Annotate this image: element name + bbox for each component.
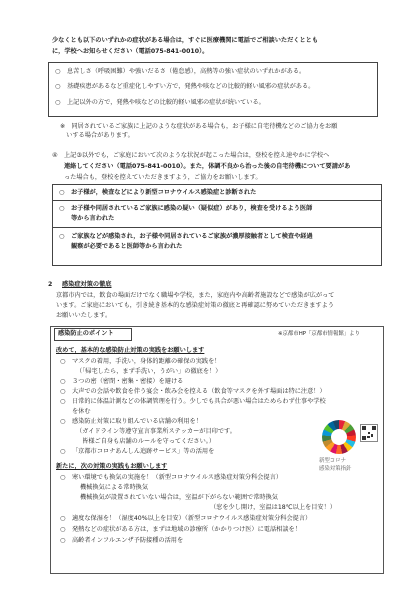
bullet-icon: ○ [60,418,66,425]
point-item-cont: を休む [72,408,91,415]
point-item: 感染防止対策に取り組んでいる店舗の利用を！ [72,418,202,425]
bullet-icon: ○ [60,358,66,365]
section1-box [52,184,382,266]
bullet-icon: ○ [60,378,66,385]
wheel-center [331,429,347,445]
bullet-icon: ○ [60,474,66,481]
bullet-icon: ○ [60,526,66,533]
qr-caption-2: 感染対策指針 [319,466,352,472]
bullet-icon: ○ [55,68,61,75]
section1-item-cont: 観察が必要であると医師等から言われた [71,243,183,250]
section2-number: 2 [48,281,53,288]
bullet-icon: ○ [60,448,66,455]
point-item: 寒い環境でも換気の実施を！（新型コロナウイルス感染症対策分科会提言） [72,474,283,481]
symptoms-note-1: ※ 同居されているご家族に上記のような症状がある場合も，お子様に自宅待機などのご協力をお願 [60,123,338,130]
section1-item: お子様が，検査などにより新型コロナウイルス感染症と診断された [71,189,257,196]
section2-title: 感染症対策の徹底 [62,281,112,288]
point-item: ３つの密（密閉・密集・密接）を避ける [72,378,184,385]
point-item-cont: 皆様ご自身も店舗のルールを守ってください。） [76,438,216,445]
section1-line-2: 連絡してください（電話075-841-0010）。また，体調不良から治った後の自宅待機について要請があ [64,163,351,170]
point-item: 高齢者インフルエンザ予防接種の活用を [72,537,184,544]
point-item: 発熱などの症状がある方は，まずは地域の診療所（かかりつけ医）に電話相談を！ [72,526,301,533]
section2-para-3: お願いいたします。 [56,312,112,319]
points-subheading-1: 改めて，基本的な感染防止対策の実践をお願いします [56,347,205,354]
point-item: 大声での会話や飲食を伴う宴会・飲み会を控える（飲食等マスクを外す場面は特に注意！） [72,388,326,395]
qr-code-icon [360,424,378,442]
bullet-icon: ○ [59,233,65,240]
symptoms-box [48,62,378,117]
bullet-icon: ○ [59,189,65,196]
point-item-cont: 機械換気による常時換気 [80,484,149,491]
section1-item: ご家族などが感染され，お子様や同居されているご家族が濃厚接触者として検査や経過 [71,233,313,240]
section1-line-3: った場合も，登校を控えていただきますよう，ご協力をお願いします。 [64,174,262,181]
point-item: マスクの着用，手洗い，身体的距離の確保の実践を！ [72,358,221,365]
qr-caption-1: 新型コロナ [319,458,346,464]
bullet-icon: ○ [60,398,66,405]
point-item: 適度な保湿を！（湿度40%以上を目安）（新型コロナウイルス感染症対策分科会提言） [72,515,312,522]
divider [53,200,381,201]
points-subheading-2: 新たに，次の対策の実践もお願いします [56,463,168,470]
symptom-item: 基礎疾患があるなど重症化しやすい方で，発熱や咳などの比較的軽い風邪の症状がある。 [67,83,315,90]
symptoms-note-2: いする場合があります。 [60,132,134,139]
section2-para-1: 京都市内では，飲食の場面だけでなく職場や学校，また，家庭内や高齢者施設などで感染が広がって [56,292,335,299]
point-item: 「京都市コロナあんしん追跡サービス」等の活用を [72,448,215,455]
section1-item-cont: 等から言われた [71,215,115,222]
bullet-icon: ○ [55,83,61,90]
divider [53,227,381,228]
section1-number: ④ [52,152,58,159]
bullet-icon: ○ [59,205,65,212]
point-item-cont: （「帰宅したら，まず手洗い，うがい」の徹底を！） [76,368,222,375]
symptom-item: 上記以外の方で，発熱や咳などの比較的軽い風邪の症状が続いている。 [67,99,265,106]
bullet-icon: ○ [60,537,66,544]
point-item: 日常的に体温計測などの体調管理を行う。少しでも具合が悪い場合はためらわず仕事や学校 [72,398,326,405]
bullet-icon: ○ [60,515,66,522]
point-item-cont: （ガイドライン等遵守宣言事業所ステッカーが目印です。 [76,428,236,435]
bullet-icon: ○ [60,388,66,395]
symptom-item: 息苦しさ（呼吸困難）や強いだるさ（倦怠感），高熱等の強い症状のいずれかがある。 [67,68,306,75]
points-header: 感染防止のポイント [58,330,114,337]
point-item-cont: 機械換気が設置されていない場合は，室温が下がらない範囲で常時換気 [80,494,278,501]
point-item-cont: （窓を少し開け，室温は18℃以上を目安！） [210,504,336,511]
intro-line-2: に，学校へお知らせください（電話075-841-0010）。 [52,48,209,55]
points-source: ※京都市HP「京都市情報館」より [278,331,360,337]
bullet-icon: ○ [55,99,61,106]
section1-line-1: 上記③以外でも，ご家庭において次のような状況が起こった場合は，登校を控え速やかに学校へ [64,152,330,159]
section1-item: お子様や同居されているご家族に感染の疑い（疑似症）があり，検査を受けるよう医師 [71,205,313,212]
intro-line-1: 少なくとも以下のいずれかの症状がある場合は，すぐに医療機関に電話でご相談いただくととも [52,37,319,44]
section2-para-2: います。ご家庭においても，引き続き基本的な感染症対策の徹底と再確認に努めていただきますよう [56,302,334,309]
